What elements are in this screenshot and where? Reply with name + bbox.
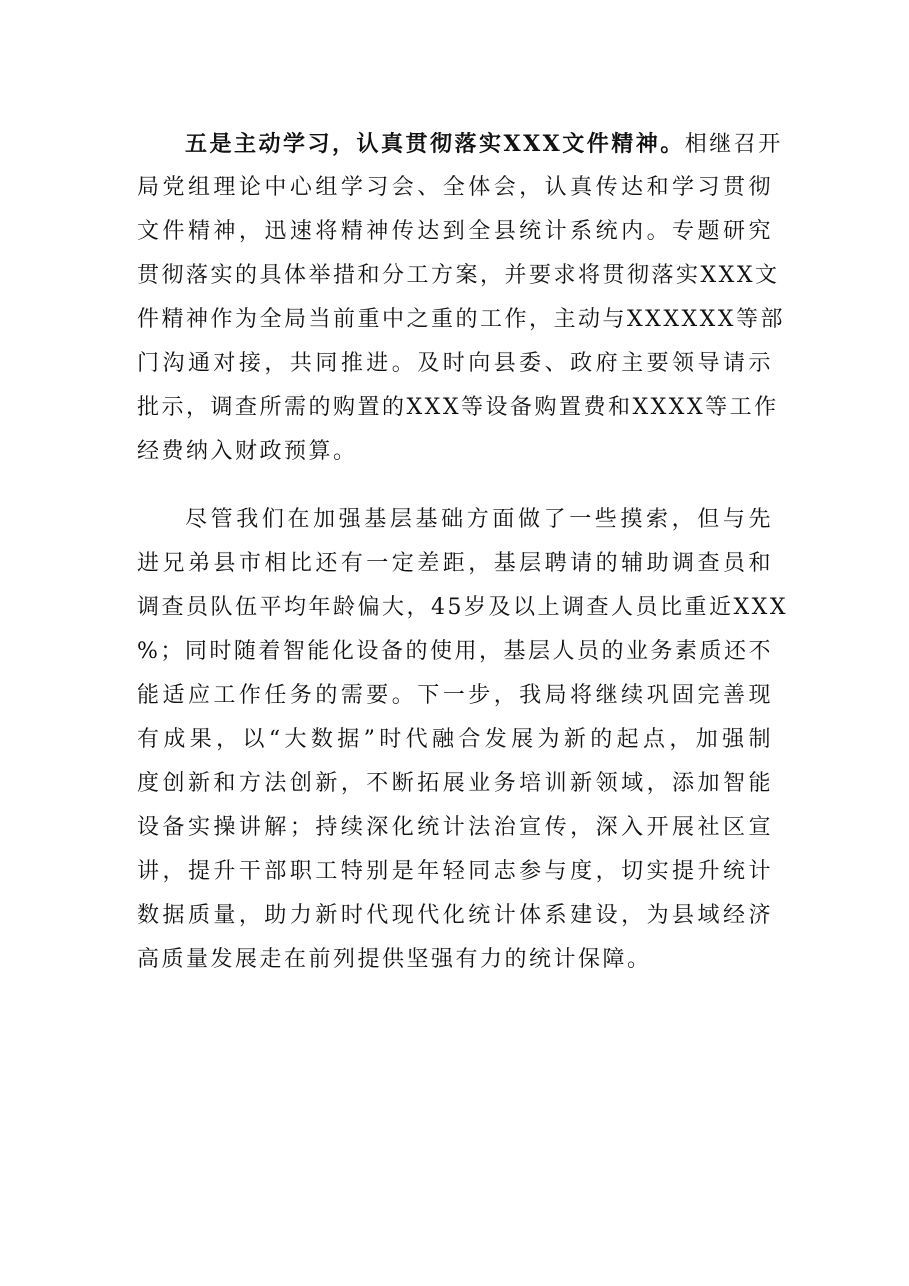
text-line: 尽管我们在加强基层基础方面做了一些摸索，但与先 <box>185 507 773 532</box>
document-body <box>137 122 788 982</box>
text-line: 门沟通对接，共同推进。及时向县委、政府主要领导请示 <box>137 351 773 376</box>
paragraph-2 <box>137 498 788 982</box>
paragraph-lead-heading: 五是主动学习，认真贯彻落实XXX文件精神。 <box>185 131 685 157</box>
text-line: 有成果，以“大数据”时代融合发展为新的起点，加强制 <box>137 727 773 752</box>
text-line: 进兄弟县市相比还有一定差距，基层聘请的辅助调查员和 <box>137 551 773 576</box>
text-line: 高质量发展走在前列提供坚强有力的统计保障。 <box>137 947 652 972</box>
text-line: 批示，调查所需的购置的XXX等设备购置费和XXXX等工作 <box>137 395 779 420</box>
text-line: 能适应工作任务的需要。下一步，我局将继续巩固完善现 <box>137 683 773 708</box>
text-line: 调查员队伍平均年龄偏大，45岁及以上调查人员比重近XXX <box>137 595 788 620</box>
text-line: 文件精神，迅速将精神传达到全县统计系统内。专题研究 <box>137 219 773 244</box>
text-line: %；同时随着智能化设备的使用，基层人员的业务素质还不 <box>137 639 773 664</box>
text-line: 件精神作为全局当前重中之重的工作，主动与XXXXXX等部 <box>137 307 785 332</box>
text-line: 局党组理论中心组学习会、全体会，认真传达和学习贯彻 <box>137 175 773 200</box>
text-line: 讲，提升干部职工特别是年轻同志参与度，切实提升统计 <box>137 859 773 884</box>
text-line <box>137 122 783 166</box>
text-line: 设备实操讲解；持续深化统计法治宣传，深入开展社区宣 <box>137 815 773 840</box>
text-line: 经费纳入财政预算。 <box>137 439 358 464</box>
text-line-rest: 相继召开 <box>684 132 783 157</box>
paragraph-1 <box>137 122 785 474</box>
text-line: 贯彻落实的具体举措和分工方案，并要求将贯彻落实XXX文 <box>137 263 780 288</box>
text-line: 度创新和方法创新，不断拓展业务培训新领域，添加智能 <box>137 771 773 796</box>
text-line: 数据质量，助力新时代现代化统计体系建设，为县域经济 <box>137 903 773 928</box>
